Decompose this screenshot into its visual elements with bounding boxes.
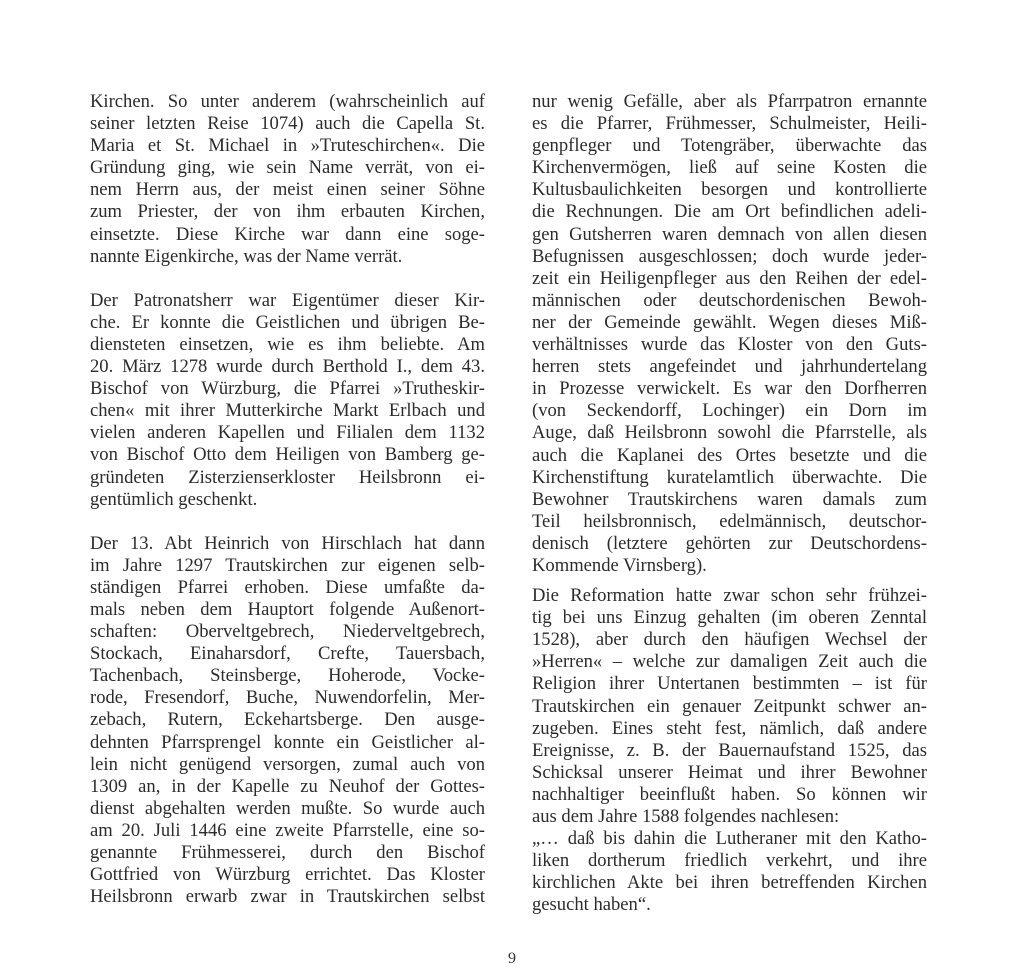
text-line: Kirchenvermögen, ließ auf seine Kosten die	[532, 157, 927, 179]
text-line: gesucht haben“.	[532, 894, 651, 916]
text-line: gründeten Zisterzienserkloster Heilsbronn ei-	[90, 466, 485, 488]
text-line: 20. März 1278 wurde durch Berthold I., dem 43.	[90, 356, 485, 378]
page-number: 9	[508, 950, 516, 967]
text-line: Kultusbaulichkeiten besorgen und kontrollierte	[532, 179, 927, 201]
text-line: nur wenig Gefälle, aber als Pfarrpatron ernannte	[532, 91, 927, 112]
text-line: einsetzte. Diese Kirche war dann eine soge-	[90, 223, 485, 245]
text-line: 1528), aber durch den häufigen Wechsel der	[532, 629, 927, 651]
text-line: Kirchen. So unter anderem (wahrscheinlich auf	[90, 91, 485, 112]
text-line: Befugnissen ausgeschlossen; doch wurde jeder-	[532, 245, 927, 267]
text-line: Bewohner Trautskirchens waren damals zum	[532, 488, 927, 510]
text-line: im Jahre 1297 Trautskirchen zur eigenen selb-	[90, 554, 485, 576]
paragraph	[90, 533, 485, 909]
paragraph	[90, 91, 485, 268]
text-line: mals neben dem Hauptort folgende Außenort-	[90, 598, 485, 620]
text-line: Trautskirchen ein genauer Zeitpunkt schwer an-	[532, 695, 927, 717]
text-line: herren stets angefeindet und jahrhundertelang	[532, 356, 927, 378]
text-line: denisch (letztere gehörten zur Deutschordens-	[532, 532, 927, 554]
text-line: schaften: Oberveltgebrech, Niederveltgebrech,	[90, 621, 485, 643]
text-line: ner der Gemeinde gewählt. Wegen dieses Miß-	[532, 311, 927, 333]
text-line: zebach, Rutern, Eckehartsberge. Den ausge-	[90, 709, 485, 731]
text-line: Gottfried von Würzburg errichtet. Das Kloster	[90, 864, 485, 886]
text-line: seiner letzten Reise 1074) auch die Capella St.	[90, 113, 485, 135]
text-line: in Prozesse verwickelt. Es war den Dorfherren	[532, 378, 927, 400]
paragraph	[90, 290, 485, 511]
text-line: Schicksal unserer Heimat und ihrer Bewohner	[532, 761, 927, 783]
text-line: aus dem Jahre 1588 folgendes nachlesen:	[532, 806, 840, 827]
paragraph	[532, 91, 927, 577]
text-line: Gründung ging, wie sein Name verrät, von ei-	[90, 157, 485, 179]
right-text-column	[532, 91, 927, 916]
text-line: Bischof von Würzburg, die Pfarrei »Trutheskir-	[90, 378, 485, 400]
text-line: Der 13. Abt Heinrich von Hirschlach hat dann	[90, 532, 485, 554]
text-line: gen Gutsherren waren demnach von allen diesen	[532, 223, 927, 245]
text-line: Teil heilsbronnisch, edelmännisch, deutschor-	[532, 510, 927, 532]
text-line: diensteten einsetzen, wie es ihm beliebte. Am	[90, 333, 485, 355]
text-line: tig bei uns Einzug gehalten (im oberen Zenntal	[532, 607, 927, 629]
text-line: (von Seckendorff, Lochinger) ein Dorn im	[532, 400, 927, 422]
text-line: „… daß bis dahin die Lutheraner mit den Katho-	[532, 828, 927, 850]
text-line: kirchlichen Akte bei ihren betreffenden Kirchen	[532, 872, 927, 894]
text-line: dienst abgehalten werden mußte. So wurde auch	[90, 797, 485, 819]
text-line: dehnten Pfarrsprengel konnte ein Geistlicher al-	[90, 731, 485, 753]
text-line: zum Priester, der von ihm erbauten Kirchen,	[90, 201, 485, 223]
text-line: Tachenbach, Steinsberge, Hoherode, Vocke-	[90, 665, 485, 687]
text-line: Ereignisse, z. B. der Bauernaufstand 1525, das	[532, 739, 927, 761]
text-line: nachhaltiger beeinflußt haben. So können wir	[532, 783, 927, 805]
text-line: männischen oder deutschordenischen Bewoh-	[532, 289, 927, 311]
text-line: lein nicht genügend versorgen, zumal auch von	[90, 753, 485, 775]
text-line: Der Patronatsherr war Eigentümer dieser Kir-	[90, 289, 485, 311]
text-line: die Rechnungen. Die am Ort befindlichen adeli-	[532, 201, 927, 223]
text-line: genannte Frühmesserei, durch den Bischof	[90, 842, 485, 863]
text-line: nem Herrn aus, der meist einen seiner Söhne	[90, 179, 485, 201]
text-line: »Herren« – welche zur damaligen Zeit auch die	[532, 651, 927, 673]
text-line: nannte Eigenkirche, was der Name verrät.	[90, 245, 403, 267]
text-line: ständigen Pfarrei erhoben. Diese umfaßte da-	[90, 576, 485, 598]
text-line: chen« mit ihrer Mutterkirche Markt Erlbach und	[90, 400, 485, 422]
text-line: che. Er konnte die Geistlichen und übrigen Be-	[90, 311, 485, 333]
text-line: Maria et St. Michael in »Truteschirchen«. Die	[90, 135, 485, 157]
text-line: vielen anderen Kapellen und Filialen dem 1132	[90, 422, 485, 444]
left-text-column	[90, 91, 485, 908]
text-line: verhältnisses wurde das Kloster von den Guts-	[532, 334, 927, 356]
text-line: zugeben. Eines steht fest, nämlich, daß andere	[532, 717, 927, 739]
text-line: auch die Kaplanei des Ortes besetzte und die	[532, 444, 927, 466]
text-line: am 20. Juli 1446 eine zweite Pfarrstelle, eine so-	[90, 819, 485, 841]
text-line: Auge, daß Heilsbronn sowohl die Pfarrstelle, als	[532, 422, 927, 444]
text-line: liken dortherum friedlich verkehrt, und ihre	[532, 850, 927, 872]
text-line: gentümlich geschenkt.	[90, 488, 258, 510]
text-line: genpfleger und Totengräber, überwachte das	[532, 135, 927, 157]
text-line: Kommende Virnsberg).	[532, 554, 707, 576]
text-line: zeit ein Heiligenpfleger aus den Reihen der edel-	[532, 267, 927, 289]
text-line: Religion ihrer Untertanen bestimmten – ist für	[532, 673, 927, 695]
paragraph	[532, 585, 927, 916]
text-line: Stockach, Einaharsdorf, Crefte, Tauersbach,	[90, 643, 485, 665]
text-line: Heilsbronn erwarb zwar in Trautskirchen selbst	[90, 886, 485, 908]
text-line: rode, Fresendorf, Buche, Nuwendorfelin, Mer-	[90, 687, 485, 709]
text-line: Die Reformation hatte zwar schon sehr frühzei-	[532, 585, 927, 607]
text-line: 1309 an, in der Kapelle zu Neuhof der Gottes-	[90, 775, 485, 797]
text-line: von Bischof Otto dem Heiligen von Bamberg ge-	[90, 444, 485, 466]
text-line: es die Pfarrer, Frühmesser, Schulmeister, Heili-	[532, 113, 927, 135]
text-line: Kirchenstiftung kuratelamtlich überwachte. Die	[532, 466, 927, 488]
